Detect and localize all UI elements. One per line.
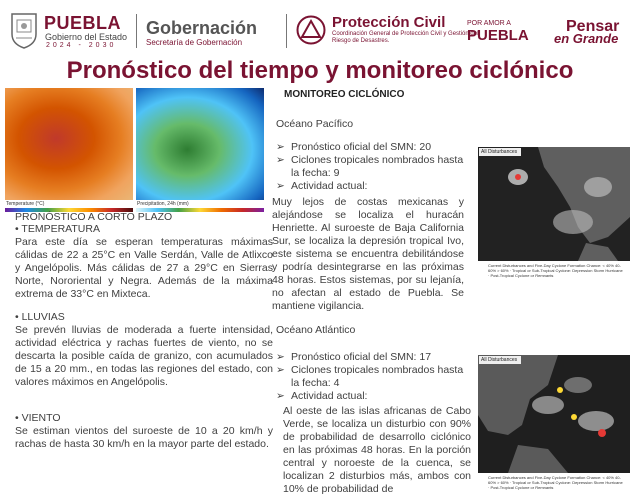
temperature-title: • TEMPERATURA bbox=[15, 223, 100, 235]
gobernacion-logo-subtitle: Secretaría de Gobernación bbox=[146, 38, 243, 47]
header-divider bbox=[286, 14, 287, 48]
state-seal-icon bbox=[8, 10, 40, 50]
atlantic-text: Al oeste de las islas africanas de Cabo Verde, se localiza un disturbio con 90% de probabilidad de desarrollo ciclónico en las próximas 48 horas. En la porción central y noroeste de la cuenca, se localizan 2 disturbios más, ambos con 10% de probabilidad de bbox=[283, 405, 471, 495]
civil-protection-logo-title: Protección Civil bbox=[332, 14, 446, 31]
page-title: Pronóstico del tiempo y monitoreo ciclónico bbox=[66, 57, 574, 84]
por-amor-logo-bottom: PUEBLA bbox=[467, 27, 529, 44]
atlantic-satellite-legend: Current Disturbances and Five-Day Cyclone Formation Chance: < 40% 40-60% > 60% · Tropical or Sub-Tropical Cyclone: Depression Storm Hurricane · Post-Tropical Cyclone or Remnants bbox=[488, 475, 623, 490]
wind-title: • VIENTO bbox=[15, 412, 61, 424]
pacific-satellite-badge: All Disturbances bbox=[481, 149, 518, 155]
pensar-logo-bottom: en Grande bbox=[554, 31, 619, 46]
rain-title: • LLUVIAS bbox=[15, 311, 65, 323]
civil-protection-triangle-icon bbox=[296, 15, 326, 45]
pensar-logo-top: Pensar bbox=[566, 18, 620, 35]
gobernacion-logo-title: Gobernación bbox=[146, 18, 258, 38]
precipitation-map-label: Precipitation, 24h (mm) bbox=[137, 201, 189, 207]
header-divider bbox=[136, 14, 137, 48]
cyclone-heading: MONITOREO CICLÓNICO bbox=[284, 89, 405, 100]
pacific-satellite-legend: Current Disturbances and Five-Day Cyclone Formation Chance: < 40% 40-60% > 60% · Tropical or Sub-Tropical Cyclone: Depression Storm Hurricane · Post-Tropical Cyclone or Remnants bbox=[488, 263, 623, 278]
pacific-satellite-map bbox=[478, 147, 630, 261]
por-amor-logo-top: POR AMOR A bbox=[467, 20, 511, 27]
temperature-map bbox=[5, 88, 133, 200]
precipitation-map bbox=[136, 88, 264, 200]
list-item: ➢ Pronóstico oficial del SMN: 17 bbox=[276, 351, 432, 363]
forecast-heading: PRONÓSTICO A CORTO PLAZO bbox=[15, 211, 173, 223]
pacific-title: Océano Pacífico bbox=[276, 118, 354, 130]
puebla-logo-name: PUEBLA bbox=[44, 13, 122, 33]
civil-protection-logo-subtitle: Coordinación General de Protección Civil y Gestión del Riesgo de Desastres. bbox=[332, 31, 479, 44]
temperature-text: Para este día se esperan temperaturas máximas cálidas de 22 a 25°C en Valle Serdán, Valle de Atlixco y Angelópolis. Más cálidas de 27 a 29°C en Sierras Norte, Nororiental y Negra. Además de la máxima extrema de 33°C en Mixteca. bbox=[15, 236, 273, 300]
list-item: ➢ Actividad actual: bbox=[276, 180, 368, 192]
list-item: ➢ Ciclones tropicales nombrados hasta la fecha: 4 bbox=[276, 364, 464, 389]
puebla-logo-subtitle: Gobierno del Estado bbox=[45, 32, 128, 42]
temperature-map-label: Temperature (°C) bbox=[6, 201, 45, 207]
atlantic-list bbox=[276, 351, 468, 403]
pacific-text: Muy lejos de costas mexicanas y alejándose se localiza el huracán Henriette. Al suroeste de Baja California Sur, se localiza la depresión tropical Ivo, este sistema se encuentra debilitándose y podría desintegrarse en las próximas 48 horas. Estos sistemas, por su lejanía, no afectan al estado de Puebla. Se mantiene vigilancia. bbox=[272, 196, 464, 312]
atlantic-title: Océano Atlántico bbox=[276, 324, 356, 336]
rain-text: Se prevén lluvias de moderada a fuerte intensidad, actividad eléctrica y rachas fuertes de viento, no se descarta la posible caída de granizo, con acumulados de 15 a 20 mm., en todas las regiones del estado, con valores máximos en Angelópolis. bbox=[15, 324, 273, 388]
wind-text: Se estiman vientos del suroeste de 10 a 20 km/h y rachas de hasta 30 km/h en la mayor parte del estado. bbox=[15, 425, 273, 450]
list-item: ➢ Actividad actual: bbox=[276, 390, 368, 402]
list-item: ➢ Ciclones tropicales nombrados hasta la fecha: 9 bbox=[276, 154, 464, 179]
pacific-list bbox=[276, 141, 468, 193]
puebla-logo-years: 2024 - 2030 bbox=[46, 42, 117, 49]
atlantic-satellite-map bbox=[478, 355, 630, 473]
atlantic-satellite-badge: All Disturbances bbox=[481, 357, 518, 363]
list-item: ➢ Pronóstico oficial del SMN: 20 bbox=[276, 141, 432, 153]
pacific-satellite-image bbox=[478, 147, 630, 261]
atlantic-satellite-image bbox=[478, 355, 630, 473]
